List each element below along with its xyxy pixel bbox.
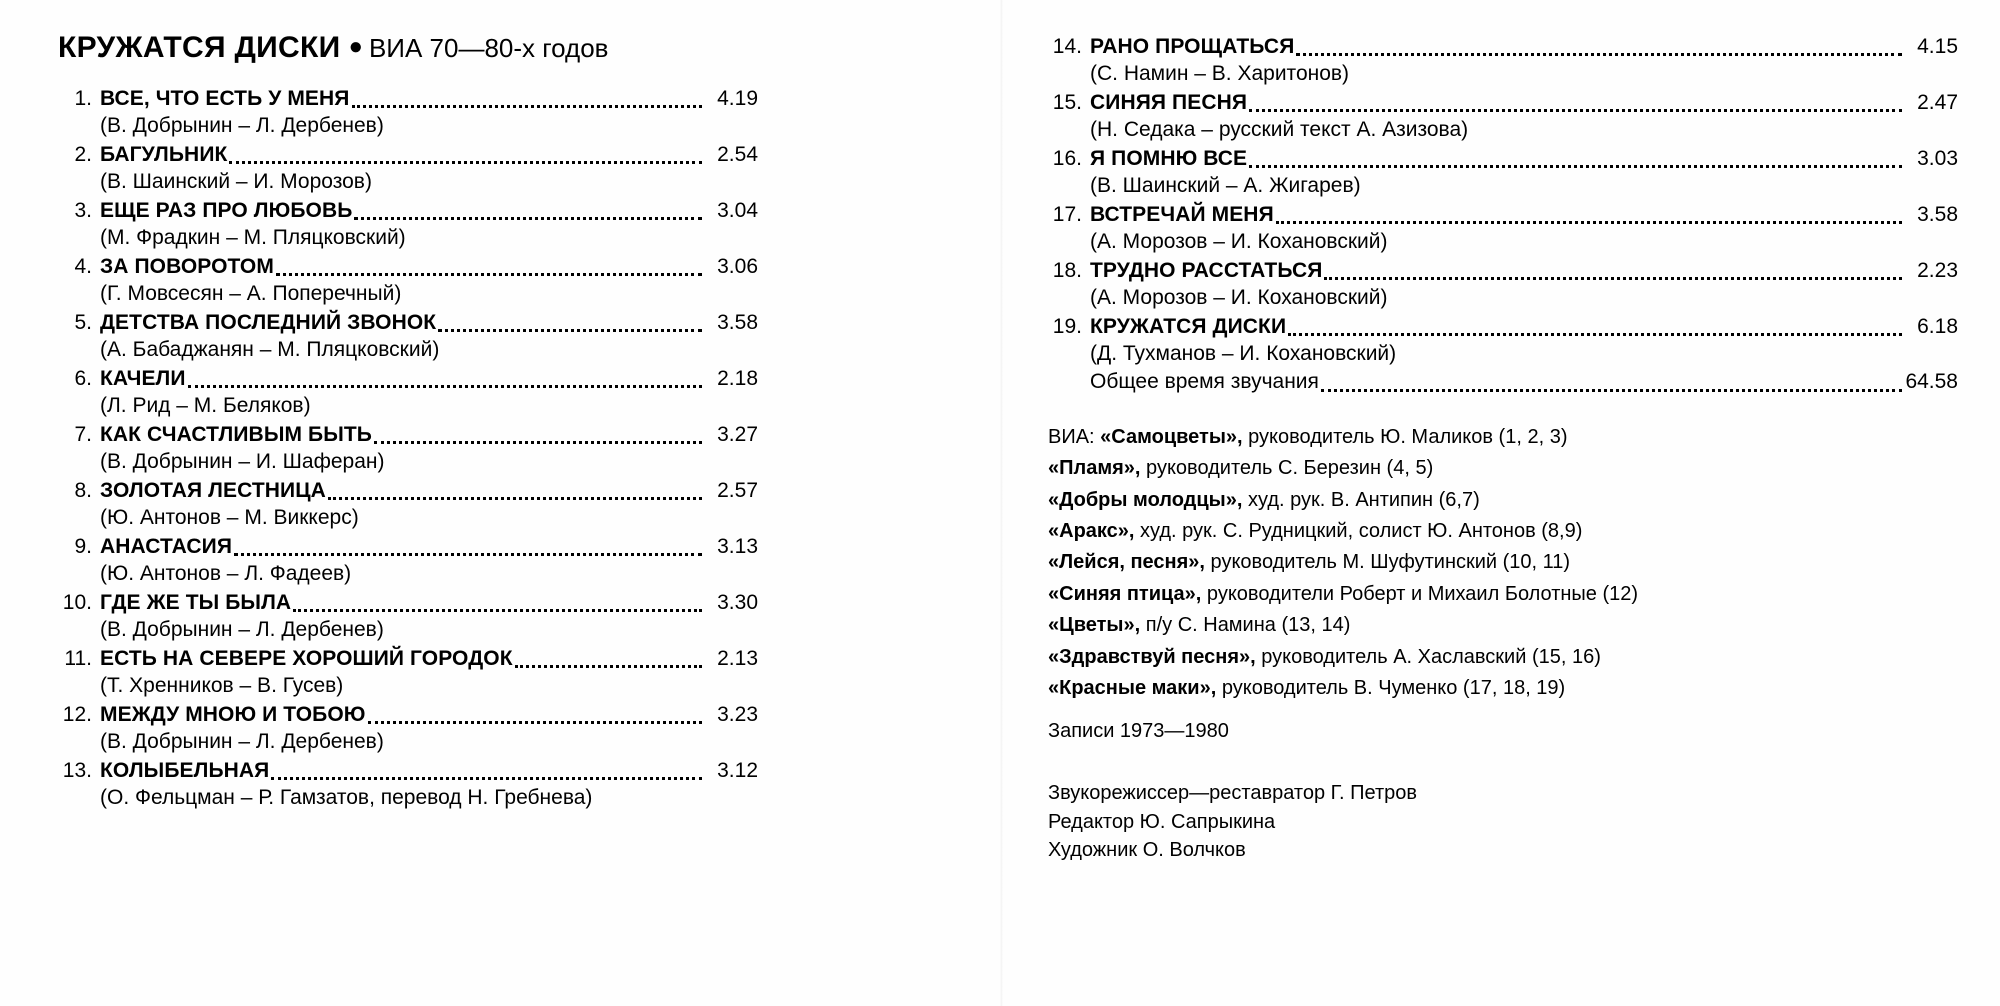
track-duration: 2.18	[717, 367, 758, 391]
dot-leader	[188, 384, 702, 388]
track-authors: (А. Морозов – И. Кохановский)	[1090, 230, 1388, 254]
track-heading	[1048, 89, 1958, 116]
track-authors: (Л. Рид – М. Беляков)	[100, 394, 311, 418]
track-title: ЕЩЕ РАЗ ПРО ЛЮБОВЬ	[100, 199, 353, 223]
dot-leader	[234, 552, 702, 556]
track-duration: 3.03	[1917, 147, 1958, 171]
track-item	[58, 197, 758, 252]
track-duration: 3.04	[717, 199, 758, 223]
track-heading	[58, 645, 758, 672]
right-panel	[1048, 0, 1958, 865]
track-number: 6.	[74, 367, 92, 391]
credit-band-name: «Цветы»,	[1048, 614, 1141, 637]
track-heading	[58, 309, 758, 336]
credit-line	[1048, 579, 1958, 610]
dot-leader	[229, 160, 702, 164]
credit-line	[1048, 485, 1958, 516]
track-heading	[58, 253, 758, 280]
dot-leader	[368, 720, 702, 724]
dot-leader	[328, 496, 702, 500]
track-authors: (В. Добрынин – Л. Дербенев)	[100, 730, 384, 754]
performers-credits	[1048, 422, 1958, 705]
track-duration: 3.30	[717, 591, 758, 615]
track-authors: (О. Фельцман – Р. Гамзатов, перевод Н. Гребнева)	[100, 786, 593, 810]
track-item	[1048, 313, 1958, 396]
track-number: 12.	[62, 703, 92, 727]
track-duration: 6.18	[1917, 315, 1958, 339]
track-title: БАГУЛЬНИК	[100, 143, 228, 167]
track-duration: 2.13	[717, 647, 758, 671]
credit-line	[1048, 610, 1958, 641]
credit-line	[1048, 642, 1958, 673]
dot-leader	[354, 216, 702, 220]
track-duration: 3.23	[717, 703, 758, 727]
track-heading	[1048, 313, 1958, 340]
track-duration: 2.54	[717, 143, 758, 167]
dot-leader	[1321, 388, 1902, 392]
track-number: 10.	[62, 591, 92, 615]
track-title: КРУЖАТСЯ ДИСКИ	[1090, 315, 1287, 339]
dot-leader	[1324, 276, 1902, 280]
track-number: 17.	[1052, 203, 1082, 227]
credit-band-name: «Добры молодцы»,	[1048, 488, 1243, 511]
track-duration: 3.58	[717, 311, 758, 335]
total-duration-value: 64.58	[1905, 370, 1958, 394]
track-number: 8.	[74, 479, 92, 503]
track-number: 11.	[64, 647, 92, 671]
dot-leader	[293, 608, 702, 612]
credit-rest: руководители Роберт и Михаил Болотные (12)	[1201, 582, 1639, 605]
track-title: ЕСТЬ НА СЕВЕРЕ ХОРОШИЙ ГОРОДОК	[100, 647, 513, 671]
track-title: ЗОЛОТАЯ ЛЕСТНИЦА	[100, 479, 326, 503]
track-title: ГДЕ ЖЕ ТЫ БЫЛА	[100, 591, 292, 615]
album-subtitle: ВИА 70—80-х годов	[368, 33, 609, 63]
dot-leader	[1276, 220, 1902, 224]
track-number: 2.	[74, 143, 92, 167]
track-number: 14.	[1052, 35, 1082, 58]
track-authors: (В. Добрынин – Л. Дербенев)	[100, 114, 384, 138]
track-item	[1048, 33, 1958, 88]
credit-rest: худ. рук. С. Рудницкий, солист Ю. Антонов (8,9)	[1134, 519, 1583, 542]
track-title: КОЛЫБЕЛЬНАЯ	[100, 759, 270, 783]
credit-rest: руководитель А. Хаславский (15, 16)	[1255, 645, 1601, 668]
staff-sound-engineer: Звукорежиссер—реставратор Г. Петров	[1048, 782, 1418, 805]
track-title: ЗА ПОВОРОТОМ	[100, 255, 274, 279]
credit-line	[1048, 547, 1958, 578]
track-duration: 2.23	[1917, 259, 1958, 283]
track-authors: (А. Морозов – И. Кохановский)	[1090, 286, 1388, 310]
track-heading	[58, 141, 758, 168]
track-authors: (Н. Седака – русский текст А. Азизова)	[1090, 118, 1469, 142]
track-authors: (Т. Хренников – В. Гусев)	[100, 674, 344, 698]
track-number: 5.	[74, 311, 92, 335]
credit-band-name: «Красные маки»,	[1048, 676, 1217, 699]
dot-leader	[1249, 164, 1902, 168]
credit-line	[1048, 673, 1958, 704]
dot-leader	[438, 328, 702, 332]
track-item	[58, 589, 758, 644]
track-heading	[1048, 145, 1958, 172]
track-item	[58, 645, 758, 700]
credit-line	[1048, 453, 1958, 484]
track-authors: (В. Шаинский – А. Жигарев)	[1090, 174, 1361, 198]
track-authors: (Ю. Антонов – М. Виккерс)	[100, 506, 359, 530]
track-heading	[58, 365, 758, 392]
track-heading	[1048, 33, 1958, 60]
dot-leader	[271, 776, 702, 780]
track-item	[58, 757, 758, 812]
credit-band-name: «Синяя птица»,	[1048, 582, 1202, 605]
dot-leader	[1288, 332, 1902, 336]
credit-rest: руководитель В. Чуменко (17, 18, 19)	[1216, 676, 1566, 699]
track-duration: 3.27	[717, 423, 758, 447]
tracklist-right	[1048, 0, 1958, 396]
track-number: 1.	[74, 87, 92, 110]
track-duration: 3.13	[717, 535, 758, 559]
track-item	[58, 309, 758, 364]
dot-leader	[1296, 52, 1902, 56]
track-duration: 3.58	[1917, 203, 1958, 227]
track-item	[1048, 145, 1958, 200]
track-title: КАЧЕЛИ	[100, 367, 186, 391]
track-authors: (В. Добрынин – И. Шаферан)	[100, 450, 385, 474]
track-item	[58, 85, 758, 140]
track-duration: 2.47	[1917, 91, 1958, 115]
track-authors: (В. Шаинский – И. Морозов)	[100, 170, 372, 194]
track-title: РАНО ПРОЩАТЬСЯ	[1090, 35, 1295, 58]
track-title: КАК СЧАСТЛИВЫМ БЫТЬ	[100, 423, 372, 447]
dot-leader	[374, 440, 702, 444]
track-title: Я ПОМНЮ ВСЕ	[1090, 147, 1248, 171]
credit-band-name: «Самоцветы»,	[1100, 425, 1243, 448]
track-item	[58, 253, 758, 308]
panel-fold-line	[1000, 0, 1003, 1006]
track-authors: (Д. Тухманов – И. Кохановский)	[1090, 342, 1397, 366]
credit-band-name: «Здравствуй песня»,	[1048, 645, 1256, 668]
track-authors: (В. Добрынин – Л. Дербенев)	[100, 618, 384, 642]
track-heading	[58, 757, 758, 784]
track-heading	[58, 533, 758, 560]
track-heading	[1048, 257, 1958, 284]
track-authors: (Ю. Антонов – Л. Фадеев)	[100, 562, 352, 586]
album-title-main: КРУЖАТСЯ ДИСКИ	[58, 31, 341, 64]
total-duration-row	[1090, 368, 1958, 396]
track-duration: 2.57	[717, 479, 758, 503]
track-authors: (С. Намин – В. Харитонов)	[1090, 62, 1350, 86]
track-authors: (Г. Мовсесян – А. Поперечный)	[100, 282, 402, 306]
track-item	[1048, 201, 1958, 256]
track-title: ВСТРЕЧАЙ МЕНЯ	[1090, 203, 1274, 227]
track-item	[1048, 257, 1958, 312]
credit-rest: худ. рук. В. Антипин (6,7)	[1242, 488, 1480, 511]
credit-line	[1048, 516, 1958, 547]
track-heading	[58, 701, 758, 728]
credit-rest: руководитель Ю. Маликов (1, 2, 3)	[1242, 425, 1568, 448]
credit-rest: п/у С. Намина (13, 14)	[1140, 614, 1351, 637]
track-title: АНАСТАСИЯ	[100, 535, 233, 559]
track-authors: (М. Фрадкин – М. Пляцковский)	[100, 226, 406, 250]
track-heading	[58, 421, 758, 448]
bullet-separator-icon: ●	[348, 33, 363, 60]
dot-leader	[515, 664, 702, 668]
track-number: 13.	[62, 759, 92, 783]
staff-artist: Художник О. Волчков	[1048, 839, 1246, 862]
track-heading	[58, 477, 758, 504]
track-number: 19.	[1052, 315, 1082, 339]
track-title: СИНЯЯ ПЕСНЯ	[1090, 91, 1248, 115]
track-title: ТРУДНО РАССТАТЬСЯ	[1090, 259, 1323, 283]
track-item	[58, 533, 758, 588]
track-duration: 3.06	[717, 255, 758, 279]
credit-band-name: «Аракс»,	[1048, 519, 1135, 542]
track-duration: 4.19	[717, 87, 758, 110]
track-authors: (А. Бабаджанян – М. Пляцковский)	[100, 338, 440, 362]
credit-line	[1048, 422, 1958, 453]
total-duration-label: Общее время звучания	[1090, 370, 1319, 394]
credit-band-name: «Пламя»,	[1048, 457, 1141, 480]
track-duration: 3.12	[717, 759, 758, 783]
track-item	[58, 421, 758, 476]
track-heading	[58, 589, 758, 616]
credit-band-name: «Лейся, песня»,	[1048, 551, 1205, 574]
track-number: 18.	[1052, 259, 1082, 283]
track-item	[58, 141, 758, 196]
credit-rest: руководитель М. Шуфутинский (10, 11)	[1204, 551, 1571, 574]
production-staff	[1048, 779, 1958, 864]
track-heading	[58, 85, 758, 112]
dot-leader	[1249, 108, 1902, 112]
track-heading	[58, 197, 758, 224]
track-title: МЕЖДУ МНОЮ И ТОБОЮ	[100, 703, 366, 727]
track-number: 4.	[74, 255, 92, 279]
credit-prefix: ВИА:	[1048, 425, 1101, 448]
track-title: ДЕТСТВА ПОСЛЕДНИЙ ЗВОНОК	[100, 311, 437, 335]
track-item	[58, 477, 758, 532]
track-title: ВСЕ, ЧТО ЕСТЬ У МЕНЯ	[100, 87, 350, 110]
track-number: 9.	[74, 535, 92, 559]
staff-editor: Редактор Ю. Сапрыкина	[1048, 810, 1276, 833]
track-item	[58, 701, 758, 756]
track-number: 3.	[74, 199, 92, 223]
recording-years: Записи 1973—1980	[1048, 720, 1229, 743]
track-number: 7.	[74, 423, 92, 447]
left-panel	[58, 0, 758, 813]
track-number: 16.	[1052, 147, 1082, 171]
track-duration: 4.15	[1917, 35, 1958, 58]
track-item	[1048, 89, 1958, 144]
credit-rest: руководитель С. Березин (4, 5)	[1140, 457, 1434, 480]
track-heading	[1048, 201, 1958, 228]
track-number: 15.	[1052, 91, 1082, 115]
album-title	[58, 33, 758, 63]
tracklist-left	[58, 85, 758, 812]
track-item	[58, 365, 758, 420]
dot-leader	[352, 104, 703, 108]
dot-leader	[276, 272, 702, 276]
